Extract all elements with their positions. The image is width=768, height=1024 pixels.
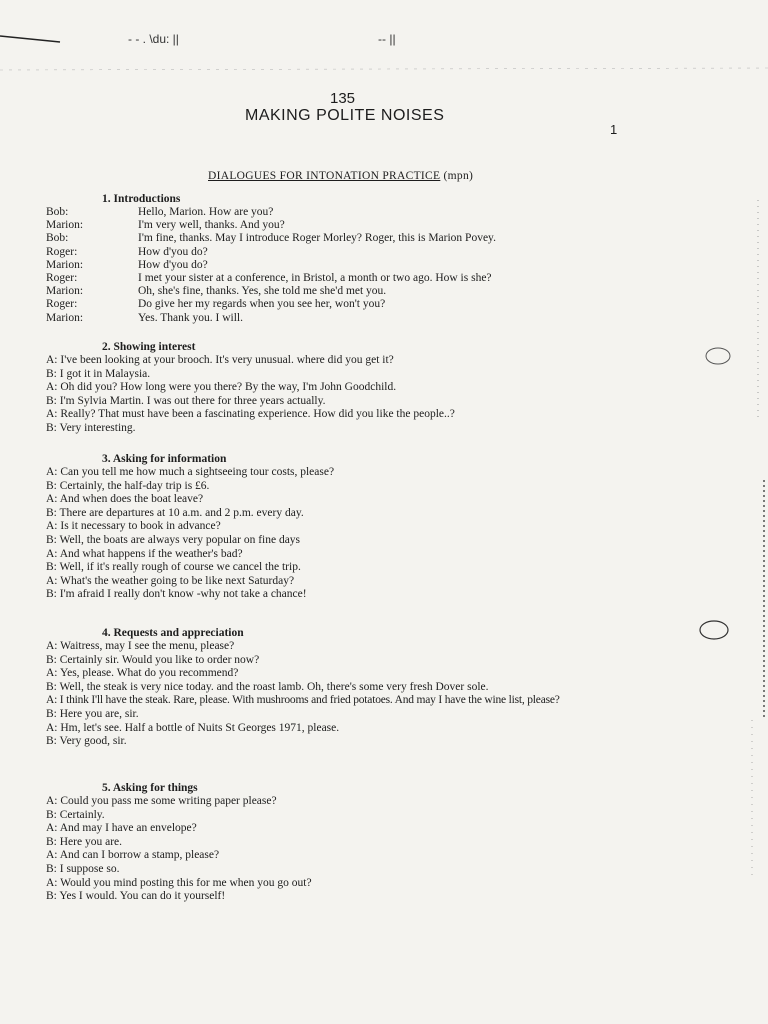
speaker: Roger: bbox=[46, 245, 78, 258]
dialogue-line: B: I suppose so. bbox=[46, 862, 120, 875]
dialogue-line: A: Really? That must have been a fascinating experience. How did you like the people..? bbox=[46, 408, 455, 421]
dialogue-line bbox=[46, 232, 666, 245]
dialogue-line: B: There are departures at 10 a.m. and 2 p.m. every day. bbox=[46, 506, 304, 519]
dialogue-line: B: Certainly. bbox=[46, 808, 105, 821]
utterance: I'm very well, thanks. And you? bbox=[138, 219, 285, 232]
section-heading: 5. Asking for things bbox=[102, 782, 198, 794]
header-scribble-left: - - . \du: || bbox=[128, 32, 179, 46]
header-scribble-right: -- || bbox=[378, 32, 396, 46]
subtitle bbox=[208, 170, 473, 182]
dialogue-line: B: I'm Sylvia Martin. I was out there for three years actually. bbox=[46, 394, 326, 407]
dialogue-line bbox=[46, 206, 666, 219]
dialogue-line: B: Certainly sir. Would you like to order now? bbox=[46, 653, 260, 666]
dialogue-line: B: Here you are. bbox=[46, 835, 122, 848]
utterance: Yes. Thank you. I will. bbox=[138, 311, 243, 324]
dialogue-line: A: And can I borrow a stamp, please? bbox=[46, 849, 220, 862]
utterance: I'm fine, thanks. May I introduce Roger Morley? Roger, this is Marion Povey. bbox=[138, 232, 496, 245]
dialogue-line: A: I think I'll have the steak. Rare, please. With mushrooms and fried potatoes. And may I have the wine list, please? bbox=[46, 694, 560, 707]
dialogue-line: A: Would you mind posting this for me when you go out? bbox=[46, 876, 312, 889]
utterance: Oh, she's fine, thanks. Yes, she told me she'd met you. bbox=[138, 285, 387, 298]
speaker: Marion: bbox=[46, 258, 84, 271]
dialogue-line: A: Hm, let's see. Half a bottle of Nuits St Georges 1971, please. bbox=[46, 721, 340, 734]
section-showing-interest bbox=[46, 341, 666, 436]
section-asking-for-information bbox=[46, 453, 666, 602]
dialogue-line: A: And when does the boat leave? bbox=[46, 493, 204, 506]
dialogue-line: A: Is it necessary to book in advance? bbox=[46, 520, 221, 533]
page-title: MAKING POLITE NOISES bbox=[245, 107, 445, 124]
utterance: How d'you do? bbox=[138, 258, 208, 271]
section-heading: 2. Showing interest bbox=[102, 341, 196, 353]
dialogue-line: B: Well, the steak is very nice today. and the roast lamb. Oh, there's some very fresh Dover sole. bbox=[46, 680, 489, 693]
section-heading: 4. Requests and appreciation bbox=[102, 627, 244, 639]
dialogue-line bbox=[46, 219, 666, 232]
dialogue-line: B: Yes I would. You can do it yourself! bbox=[46, 890, 226, 903]
dialogue-line bbox=[46, 246, 666, 259]
dialogue-line: B: I got it in Malaysia. bbox=[46, 367, 151, 380]
dialogue-line: A: Waitress, may I see the menu, please? bbox=[46, 640, 235, 652]
dialogue-line: A: And what happens if the weather's bad? bbox=[46, 547, 243, 560]
dialogue-line bbox=[46, 298, 666, 311]
utterance: Hello, Marion. How are you? bbox=[138, 206, 274, 218]
section-heading: 3. Asking for information bbox=[102, 453, 227, 465]
speaker: Roger: bbox=[46, 272, 78, 285]
dialogue-line: B: Very good, sir. bbox=[46, 735, 127, 748]
section-heading: 1. Introductions bbox=[102, 193, 181, 205]
utterance: How d'you do? bbox=[138, 245, 208, 258]
dialogue-line: A: Can you tell me how much a sightseeing tour costs, please? bbox=[46, 466, 335, 478]
section-asking-for-things bbox=[46, 782, 666, 904]
speaker: Bob: bbox=[46, 206, 69, 218]
dialogue-line: B: Here you are, sir. bbox=[46, 707, 139, 720]
dialogue-line: A: Yes, please. What do you recommend? bbox=[46, 667, 239, 680]
dialogue-line: A: And may I have an envelope? bbox=[46, 822, 197, 835]
speaker: Roger: bbox=[46, 298, 78, 311]
speaker: Marion: bbox=[46, 219, 84, 232]
utterance: I met your sister at a conference, in Bristol, a month or two ago. How is she? bbox=[138, 272, 492, 285]
dialogue-line: A: I've been looking at your brooch. It's very unusual. where did you get it? bbox=[46, 354, 394, 366]
dialogue-line: A: Could you pass me some writing paper please? bbox=[46, 795, 277, 807]
dialogue-line bbox=[46, 285, 666, 298]
dialogue-line: A: What's the weather going to be like next Saturday? bbox=[46, 574, 295, 587]
speaker: Bob: bbox=[46, 232, 69, 245]
subtitle-main: DIALOGUES FOR INTONATION PRACTICE bbox=[208, 170, 441, 182]
dialogue-line: B: Certainly, the half-day trip is £6. bbox=[46, 479, 210, 492]
dialogue-line bbox=[46, 259, 666, 272]
section-introductions bbox=[46, 193, 666, 325]
scan-edge-artifacts bbox=[698, 160, 768, 980]
page-number: 135 bbox=[330, 90, 356, 107]
utterance: Do give her my regards when you see her, won't you? bbox=[138, 298, 386, 311]
speaker: Marion: bbox=[46, 311, 84, 324]
dialogue-line: B: Well, the boats are always very popular on fine days bbox=[46, 533, 301, 546]
dialogue-line bbox=[46, 272, 666, 285]
dialogue-line: B: Very interesting. bbox=[46, 421, 136, 434]
side-mark: 1 bbox=[610, 122, 618, 137]
subtitle-tag: (mpn) bbox=[443, 170, 474, 182]
dialogue-line: B: I'm afraid I really don't know -why not take a chance! bbox=[46, 588, 307, 601]
dialogue-line bbox=[46, 312, 666, 325]
dialogue-line: B: Well, if it's really rough of course we cancel the trip. bbox=[46, 561, 301, 574]
speaker: Marion: bbox=[46, 285, 84, 298]
section-requests-and-appreciation bbox=[46, 627, 666, 749]
dialogue-line: A: Oh did you? How long were you there? By the way, I'm John Goodchild. bbox=[46, 381, 397, 394]
